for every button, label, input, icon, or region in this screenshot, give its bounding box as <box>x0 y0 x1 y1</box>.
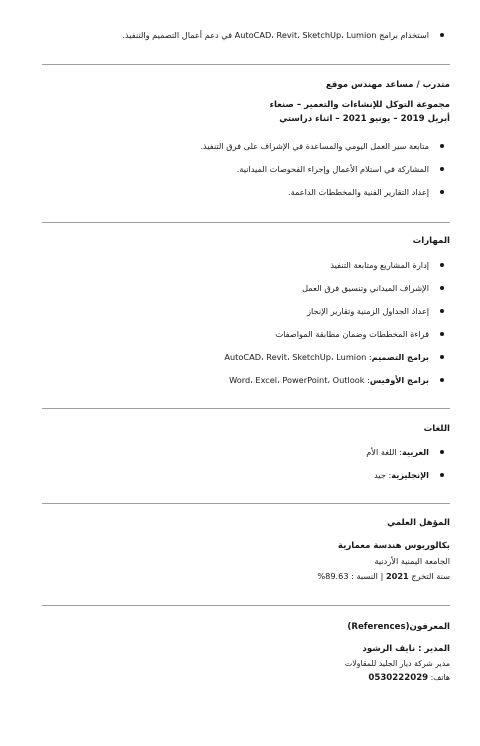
tools-bullet-list <box>30 28 450 51</box>
grad-year-value: 2021 <box>385 571 409 581</box>
bullet-dot <box>440 378 444 382</box>
list-item <box>30 304 450 327</box>
bullet-dot <box>440 309 444 313</box>
languages-list <box>30 445 450 491</box>
education-heading: المؤهل العلمي <box>387 518 450 528</box>
graduation-line <box>30 571 450 581</box>
reference-phone-line <box>30 673 450 683</box>
section-divider <box>42 408 450 409</box>
list-item <box>30 258 450 281</box>
bullet-text: إعداد التقارير الفنية والمخططات الداعمة. <box>288 187 429 197</box>
section-divider <box>42 222 450 223</box>
separator: | <box>380 571 384 581</box>
list-item <box>30 162 450 185</box>
bullet-text: متابعة سير العمل اليومي والمساعدة في الإشراف على فرق التنفيذ. <box>200 141 429 151</box>
bullet-text: إدارة المشاريع ومتابعة التنفيذ <box>330 260 429 270</box>
bullet-dot <box>440 33 444 37</box>
section-divider <box>42 503 450 504</box>
job-title: متدرب / مساعد مهندس موقع <box>325 80 450 90</box>
office-software-value: : Word، Excel، PowerPoint، Outlook <box>229 375 370 385</box>
skills-heading: المهارات <box>412 236 450 246</box>
bullet-text: الإشراف الميداني وتنسيق فرق العمل <box>302 283 429 293</box>
reference-position: مدير شركة ديار الجليد للمقاولات <box>344 659 450 668</box>
bullet-text: المشاركة في استلام الأعمال وإجراء الفحوصات الميدانية. <box>236 164 429 174</box>
design-software-label: برامج التصميم <box>371 352 429 362</box>
bullet-dot <box>440 190 444 194</box>
degree-title: بكالوريوس هندسة معمارية <box>337 541 450 551</box>
design-software-value: : AutoCAD، Revit، SketchUp، Lumion <box>224 352 372 362</box>
company-name: مجموعة التوكل للإنشاءات والتعمير – صنعاء <box>269 100 450 110</box>
languages-heading: اللغات <box>423 424 450 434</box>
grade-value: 89.63% <box>317 571 349 581</box>
grade-label: النسبة <box>356 571 378 581</box>
bullet-text: استخدام برامج AutoCAD، Revit، SketchUp، Lumion في دعم أعمال التصميم والتنفيذ. <box>122 30 429 40</box>
language-name: الإنجليزية <box>391 470 429 480</box>
bullet-dot <box>440 167 444 171</box>
list-item <box>30 28 450 51</box>
language-name: العربية <box>402 447 429 457</box>
list-item <box>30 327 450 350</box>
language-level: : جيد <box>374 470 392 480</box>
section-divider <box>42 605 450 606</box>
references-heading: المعرفون(References) <box>347 622 450 632</box>
university-name: الجامعة اليمنية الأردنية <box>374 556 450 566</box>
bullet-dot <box>440 355 444 359</box>
bullet-dot <box>440 263 444 267</box>
list-item <box>30 350 450 373</box>
trainee-duties-list <box>30 139 450 208</box>
section-divider <box>42 64 450 65</box>
phone-number: 0530222029 <box>368 673 429 683</box>
bullet-dot <box>440 144 444 148</box>
bullet-text: قراءة المخططات وضمان مطابقة المواصفات <box>275 329 429 339</box>
list-item <box>30 468 450 491</box>
list-item <box>30 373 450 396</box>
bullet-text: إعداد الجداول الزمنية وتقارير الإنجاز <box>307 306 429 316</box>
job-period: أبريل 2019 – يونيو 2021 – اثناء دراستي <box>279 114 450 124</box>
reference-name: المدير : نايف الرشود <box>362 644 450 654</box>
bullet-dot <box>440 450 444 454</box>
bullet-dot <box>440 286 444 290</box>
office-software-label: برامج الأوفيس <box>369 375 429 385</box>
list-item <box>30 281 450 304</box>
list-item <box>30 445 450 468</box>
list-item <box>30 139 450 162</box>
skills-list <box>30 258 450 396</box>
list-item <box>30 185 450 208</box>
bullet-dot <box>440 473 444 477</box>
phone-label: هاتف: <box>430 673 450 682</box>
grad-year-label: سنة التخرج <box>411 571 450 581</box>
bullet-dot <box>440 332 444 336</box>
language-level: : اللغة الأم <box>366 447 403 457</box>
colon: : <box>351 571 354 581</box>
